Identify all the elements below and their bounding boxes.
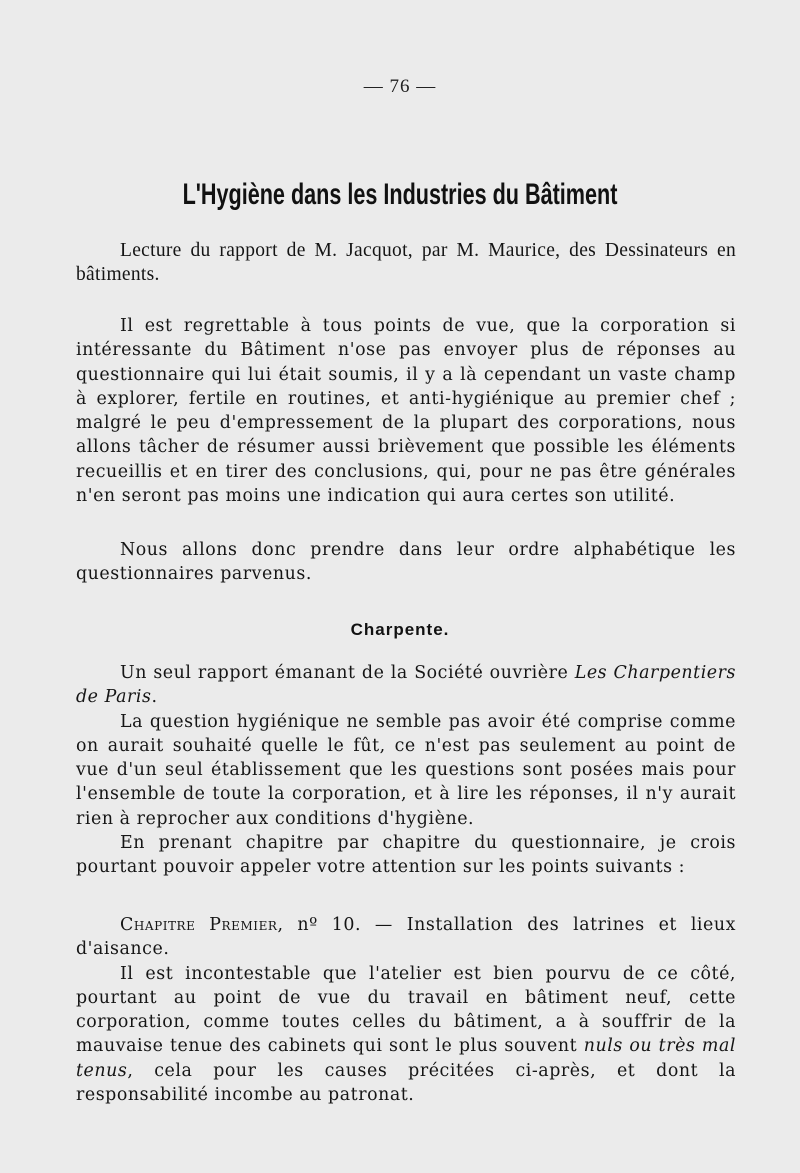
chapitre-p2-end: , cela pour les causes précitées ci-après, et dont la responsabilité incombe au patronat. (76, 1060, 736, 1106)
chapitre-paragraph (76, 962, 736, 1108)
charpente-section (76, 661, 736, 880)
chapitre-heading (76, 913, 736, 962)
page-title: L'Hygiène dans les Industries du Bâtiment (182, 178, 618, 211)
page-number: — 76 — (363, 76, 437, 97)
section-heading: Charpente. (350, 620, 450, 639)
chapitre-emphasis: nuls ou très mal tenus (76, 1036, 736, 1081)
intro-text: Il est regrettable à tous points de vue, que la corporation si intéressante du Bâtiment n'ose pas envoyer plus de réponses au questionnaire qui lui était soumis, il y a là cependant un vaste champ à explorer, fertile en routines, et anti-hygiénique au premier chef ; malgré le peu d'empressement de la plupart des corporations, nous allons tâcher de résumer aussi brièvement que possible les éléments recueillis et en tirer des conclusions, qui, pour ne pas être générales n'en seront pas moins une indication qui aura certes son utilité. (76, 316, 736, 507)
charpente-paragraph-1 (76, 661, 736, 710)
chapitre-ref: , nº 10. — Installation des latrines et lieux d'aisance. (76, 915, 736, 960)
ordre-paragraph (76, 538, 736, 587)
charpente-p1-end: . (151, 687, 158, 708)
charpente-paragraph-2: La question hygiénique ne semble pas avoir été comprise comme on aurait souhaité quelle le fût, ce n'est pas seulement au point de vue d'un seul établissement que les questions sont posées mais pour l'ensemble de toute la corporation, et à lire les réponses, il n'y aurait rien à reprocher aux conditions d'hygiène. (76, 711, 736, 829)
intro-paragraph (76, 314, 736, 508)
chapitre-section (76, 913, 736, 1107)
chapitre-label: Chapitre Premier (120, 915, 278, 935)
charpente-paragraph-3: En prenant chapitre par chapitre du questionnaire, je crois pourtant pouvoir appeler votre attention sur les points suivants : (76, 833, 736, 878)
ordre-text: Nous allons donc prendre dans leur ordre alphabétique les questionnaires parvenus. (76, 540, 736, 585)
society-name: Les Charpentiers de Paris (76, 663, 736, 708)
lecture-paragraph (76, 239, 736, 288)
chapitre-p2-text: Il est incontestable que l'atelier est bien pourvu de ce côté, pourtant au point de vue du travail en bâtiment neuf, cette corporation, comme toutes celles du bâtiment, a à souffrir de la mauvaise tenue des cabinets qui sont le plus souvent (76, 963, 736, 1057)
charpente-p1-text: Un seul rapport émanant de la Société ouvrière (120, 663, 575, 683)
lecture-text: Lecture du rapport de M. Jacquot, par M. Maurice, des Dessinateurs en bâtiments. (76, 240, 736, 286)
